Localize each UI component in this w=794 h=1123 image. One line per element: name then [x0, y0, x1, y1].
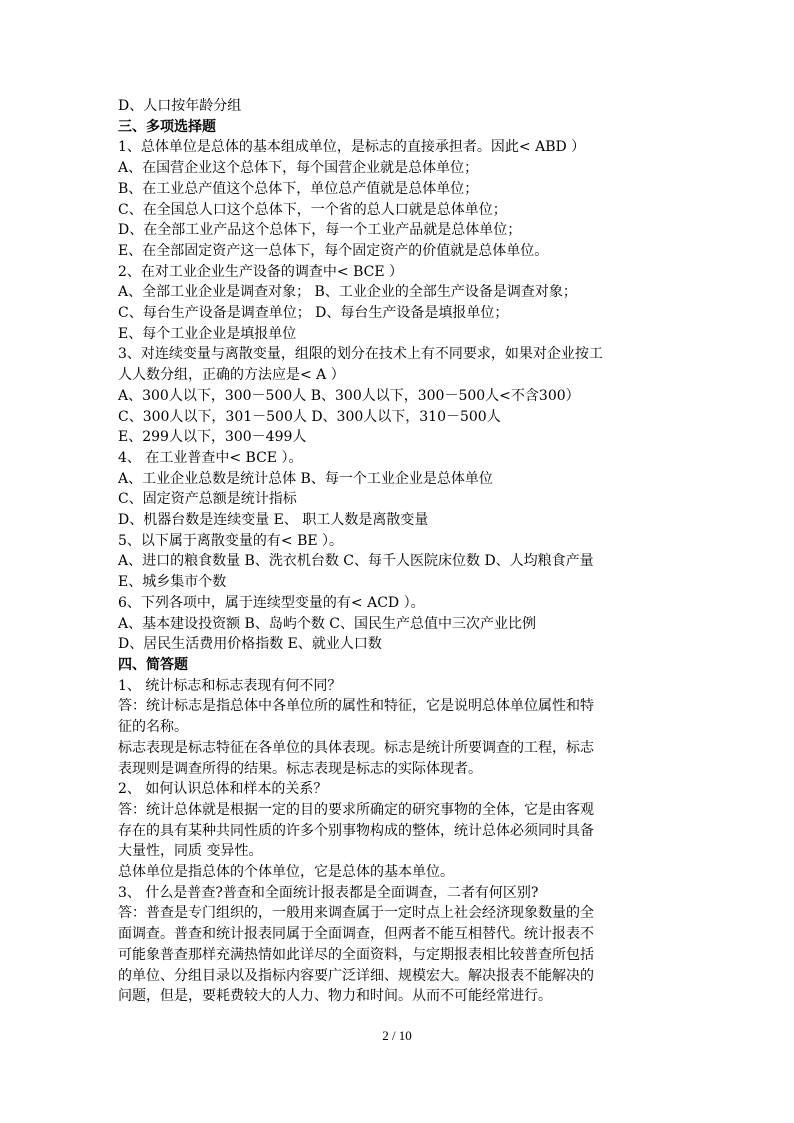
- text-line: 表现则是调查所得的结果。标志表现是标志的实际体现者。: [118, 760, 482, 777]
- text-line: 2、在对工业企业生产设备的调查中< BCE ）: [118, 263, 404, 280]
- text-line: 答：统计标志是指总体中各单位所的属性和特征，它是说明总体单位属性和特: [118, 698, 594, 715]
- text-line: E、每个工业企业是填报单位: [118, 325, 297, 342]
- text-line: C、在全国总人口这个总体下，一个省的总人口就是总体单位；: [118, 201, 507, 218]
- text-line: A、300人以下，300－500人 B、300人以下，300－500人<不含300）: [118, 387, 580, 404]
- text-line: A、工业企业总数是统计总体 B、每一个工业企业是总体单位: [118, 470, 493, 487]
- text-line: 6、下列各项中，属于连续型变量的有< ACD ）。: [118, 594, 425, 611]
- section-heading: 三、多项选择题: [118, 118, 216, 135]
- text-line: A、在国营企业这个总体下，每个国营企业就是总体单位；: [118, 160, 479, 177]
- text-line: 人人数分组，正确的方法应是< A ）: [118, 367, 345, 384]
- text-line: 可能象普查那样充满热情如此详尽的全面资料，与定期报表相比较普查所包括: [118, 946, 594, 963]
- text-line: 4、 在工业普查中< BCE ）。: [118, 449, 303, 466]
- text-line: B、在工业总产值这个总体下，单位总产值就是总体单位；: [118, 180, 479, 197]
- text-line: E、城乡集市个数: [118, 574, 227, 591]
- text-line: 答：统计总体就是根据一定的目的要求所确定的研究事物的全体，它是由客观: [118, 801, 594, 818]
- text-line: 存在的具有某种共同性质的许多个别事物构成的整体，统计总体必须同时具备: [118, 822, 594, 839]
- text-line: 的单位、分组目录以及指标内容要广泛详细、规模宏大。解决报表不能解决的: [118, 967, 594, 984]
- text-line: 1、总体单位是总体的基本组成单位，是标志的直接承担者。因此< ABD ）: [118, 139, 586, 156]
- text-line: A、进口的粮食数量 B、洗衣机台数 C、每千人医院床位数 D、人均粮食产量: [118, 553, 594, 570]
- section-heading: 四、简答题: [118, 656, 188, 673]
- text-line: 1、 统计标志和标志表现有何不同？: [118, 677, 342, 694]
- text-line: 问题，但是，要耗费较大的人力、物力和时间。从而不可能经常进行。: [118, 988, 552, 1005]
- text-line: D、居民生活费用价格指数 E、就业人口数: [118, 636, 382, 653]
- text-line: 总体单位是指总体的个体单位，它是总体的基本单位。: [118, 864, 454, 881]
- text-line: D、在全部工业产品这个总体下，每一个工业产品就是总体单位；: [118, 222, 522, 239]
- text-line: D、机器台数是连续变量 E、 职工人数是离散变量: [118, 512, 429, 529]
- text-line: C、每台生产设备是调查单位； D、每台生产设备是填报单位；: [118, 305, 509, 322]
- page-number: 2 / 10: [382, 1028, 412, 1043]
- text-line: 标志表现是标志特征在各单位的具体表现。标志是统计所要调查的工程，标志: [118, 739, 594, 756]
- text-line: 2、 如何认识总体和样本的关系？: [118, 781, 328, 798]
- text-line: 征的名称。: [118, 719, 188, 736]
- text-line: 面调查。普查和统计报表同属于全面调查，但两者不能互相替代。统计报表不: [118, 926, 594, 943]
- text-line: 3、对连续变量与离散变量，组限的划分在技术上有不同要求，如果对企业按工: [118, 346, 603, 363]
- text-line: E、299人以下，300－499人: [118, 429, 307, 446]
- text-line: A、全部工业企业是调查对象； B、工业企业的全部生产设备是调查对象；: [118, 284, 577, 301]
- text-line: 5、以下属于离散变量的有< BE ）。: [118, 532, 344, 549]
- text-line: E、在全部固定资产这一总体下，每个固定资产的价值就是总体单位。: [118, 242, 549, 259]
- text-line: D、人口按年龄分组: [118, 98, 242, 114]
- text-line: 3、 什么是普查?普查和全面统计报表都是全面调查，二者有何区别?: [118, 884, 539, 901]
- text-line: 答：普查是专门组织的，一般用来调查属于一定时点上社会经济现象数量的全: [118, 905, 594, 922]
- text-line: A、基本建设投资额 B、岛屿个数 C、国民生产总值中三次产业比例: [118, 615, 537, 632]
- text-line: C、300人以下，301－500人 D、300人以下，310－500人: [118, 408, 501, 425]
- document-body: [118, 96, 678, 1007]
- text-line: C、固定资产总额是统计指标: [118, 491, 297, 508]
- text-line: 大量性，同质 变异性。: [118, 843, 263, 860]
